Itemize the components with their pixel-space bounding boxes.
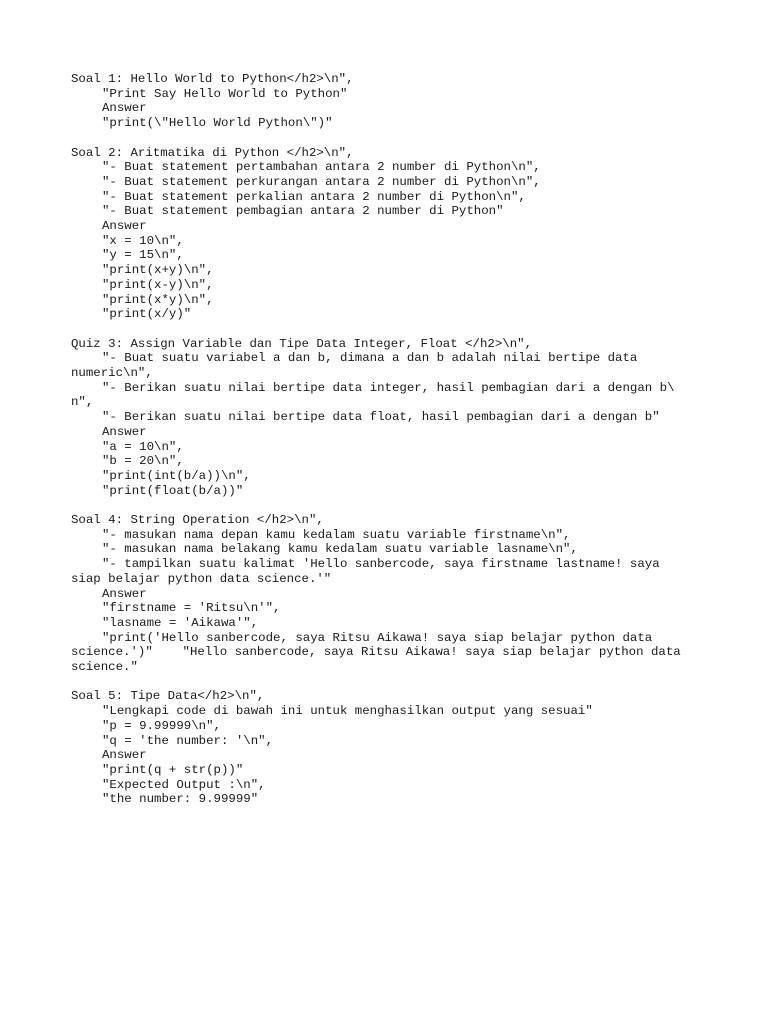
code-line: "p = 9.99999\n",	[102, 718, 221, 733]
text-line-continued: numeric\n",	[71, 366, 153, 381]
section-soal-5	[71, 689, 701, 807]
section-heading: Quiz 3: Assign Variable dan Tipe Data Integer, Float </h2>\n",	[71, 336, 533, 351]
text-line: "- Buat statement pembagian antara 2 number di Python"	[102, 204, 504, 219]
section-heading: Soal 1: Hello World to Python</h2>\n",	[71, 72, 354, 86]
code-line: "print(int(b/a))\n",	[102, 468, 251, 483]
text-line: "- Buat suatu variabel a dan b, dimana a dan b adalah nilai bertipe data	[102, 351, 638, 366]
answer-label: Answer	[102, 748, 147, 763]
code-line: "a = 10\n",	[102, 439, 184, 454]
section-soal-1	[71, 72, 701, 131]
code-line: "firstname = 'Ritsu\n'",	[102, 601, 281, 616]
code-line: "print(\"Hello World Python\")"	[102, 116, 333, 131]
section-heading: Soal 2: Aritmatika di Python </h2>\n",	[71, 145, 354, 160]
text-line: "Print Say Hello World to Python"	[102, 86, 348, 101]
code-line: "print(x*y)\n",	[102, 292, 214, 307]
code-line: "b = 20\n",	[102, 454, 184, 469]
text-line-continued: n",	[71, 395, 94, 410]
document-page	[71, 72, 701, 822]
text-line-continued: siap belajar python data science.'"	[71, 571, 332, 586]
code-line: "print(q + str(p))"	[102, 762, 244, 777]
text-line: "- Buat statement pertambahan antara 2 number di Python\n",	[102, 160, 541, 175]
section-soal-4	[71, 513, 701, 675]
code-line: "y = 15\n",	[102, 248, 184, 263]
text-line: "- Buat statement perkalian antara 2 number di Python\n",	[102, 189, 526, 204]
text-line: "- Berikan suatu nilai bertipe data float, hasil pembagian dari a dengan b"	[102, 410, 660, 425]
section-heading: Soal 4: String Operation </h2>\n",	[71, 513, 324, 528]
code-line: "print(float(b/a))"	[102, 483, 244, 498]
code-line: "print('Hello sanbercode, saya Ritsu Aikawa! saya siap belajar python data	[102, 630, 653, 645]
code-line: "the number: 9.99999"	[102, 792, 259, 807]
section-quiz-3	[71, 337, 701, 499]
answer-label: Answer	[102, 586, 147, 601]
answer-label: Answer	[102, 424, 147, 439]
answer-label: Answer	[102, 101, 147, 116]
code-line: "print(x-y)\n",	[102, 277, 214, 292]
text-line: "- masukan nama depan kamu kedalam suatu variable firstname\n",	[102, 527, 571, 542]
code-line-continued: science.')" "Hello sanbercode, saya Ritsu Aikawa! saya siap belajar python data	[71, 645, 681, 660]
code-line: "print(x/y)"	[102, 307, 192, 322]
code-line: "print(x+y)\n",	[102, 263, 214, 278]
text-line: "- masukan nama belakang kamu kedalam suatu variable lasname\n",	[102, 542, 578, 557]
section-soal-2	[71, 146, 701, 322]
text-line: "- Berikan suatu nilai bertipe data integer, hasil pembagian dari a dengan b\	[102, 380, 675, 395]
code-line: "x = 10\n",	[102, 233, 184, 248]
code-line: "Expected Output :\n",	[102, 777, 266, 792]
text-line: "Lengkapi code di bawah ini untuk menghasilkan output yang sesuai"	[102, 704, 593, 719]
code-line: "lasname = 'Aikawa'",	[102, 615, 259, 630]
answer-label: Answer	[102, 219, 147, 234]
code-line-continued: science."	[71, 660, 138, 675]
text-line: "- Buat statement perkurangan antara 2 number di Python\n",	[102, 174, 541, 189]
text-line: "- tampilkan suatu kalimat 'Hello sanbercode, saya firstname lastname! saya	[102, 557, 660, 572]
section-heading: Soal 5: Tipe Data</h2>\n",	[71, 689, 265, 704]
code-line: "q = 'the number: '\n",	[102, 733, 274, 748]
